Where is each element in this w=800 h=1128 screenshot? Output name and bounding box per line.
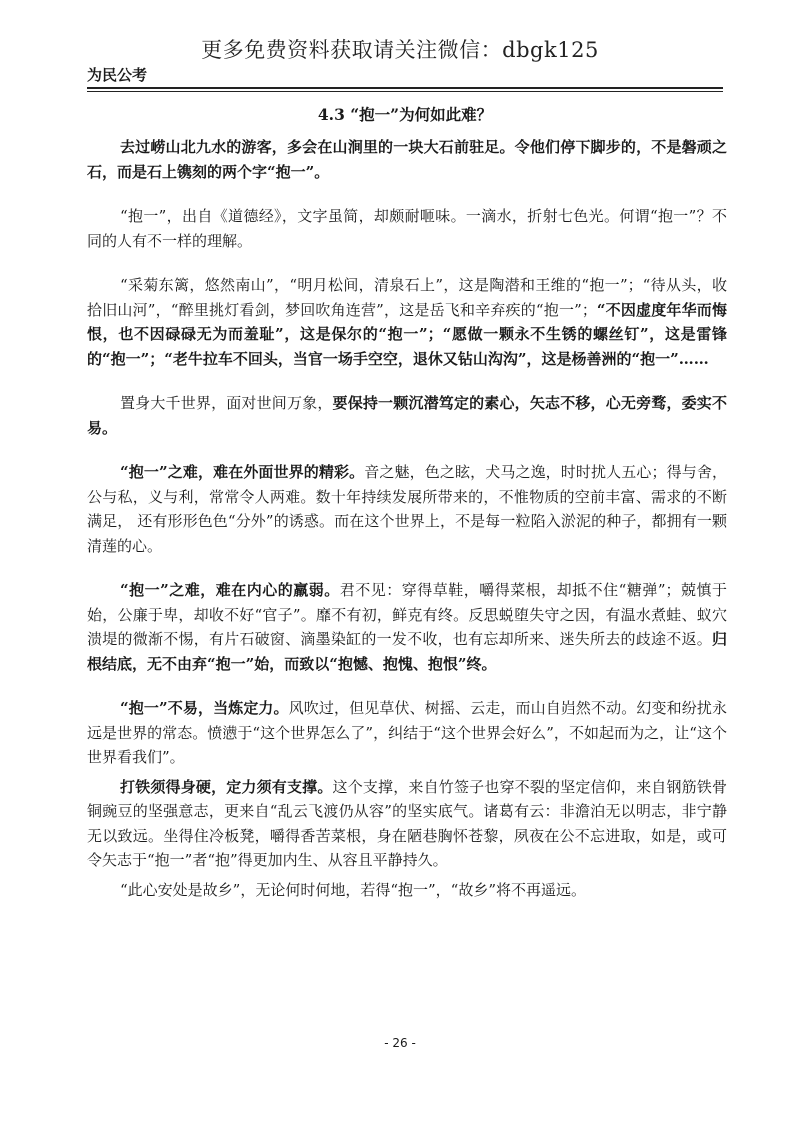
paragraph-support (87, 775, 727, 873)
world-emphasis: 要保持一颗沉潜笃定的素心，矢志不移，心无旁骛，委实不易。 (87, 394, 727, 437)
paragraph-world (87, 391, 727, 440)
page-number: - 26 - (384, 1036, 416, 1050)
paragraph-inner-difficulty (87, 578, 727, 676)
paragraph-intro: 去过崂山北九水的游客，多会在山涧里的一块大石前驻足。令他们停下脚步的，不是磐顽之石，而是石上镌刻的两个字“抱一”。 (87, 138, 727, 181)
world-intro: 置身大千世界，面对世间万象， (120, 394, 333, 412)
article-body (87, 135, 727, 907)
paragraph-examples (87, 273, 727, 371)
header-divider (87, 87, 723, 89)
watermark-text: 更多免费资料获取请关注微信：dbgk125 (201, 38, 599, 62)
examples-heroes: “不因虚度年华而悔恨，也不因碌碌无为而羞耻”，这是保尔的“抱一”；“愿做一颗永不生锈的螺丝钉”，这是雷锋的“抱一”；“老牛拉车不回头，当官一场手空空，退休又钻山沟沟”，这是杨善洲的“抱一”…… (87, 300, 727, 368)
paragraph-outer-difficulty (87, 460, 727, 558)
willpower-text: 风吹过，但见草伏、树摇、云走，而山自岿然不动。幻变和纷扰永远是世界的常态。愤懑于“这个世界怎么了”，纠结于“这个世界会好么”，不如起而为之，让“这个世界看我们”。 (87, 699, 727, 766)
outer-lead: “抱一”之难，难在外面世界的精彩。 (120, 463, 365, 481)
paragraph-willpower (87, 696, 727, 770)
paragraph-meaning: “抱一”，出自《道德经》，文字虽简，却颇耐咂味。一滴水，折射七色光。何谓“抱一”？不同的人有不一样的理解。 (87, 207, 727, 250)
willpower-lead: “抱一”不易，当炼定力。 (120, 699, 289, 717)
paragraph-closing: “此心安处是故乡”，无论何时何地，若得“抱一”，“故乡”将不再遥远。 (120, 880, 587, 899)
support-lead: 打铁须得身硬，定力须有支撑。 (120, 777, 333, 796)
header-brand: 为民公考 (87, 66, 148, 84)
inner-text: 君不见：穿得草鞋，嚼得菜根，却抵不住“糖弹”；兢慎于始，公廉于卑，却收不好“官子”。靡不有初，鲜克有终。反思蜕堕失守之因，有温水煮蛙、蚁穴溃堤的微渐不惕，有片石破窗、滴墨染缸的一发不收，也有忘却所来、迷失所去的歧途不返。 (87, 581, 727, 648)
section-title: 4.3 “抱一”为何如此难？ (317, 105, 493, 124)
inner-conclusion: 归根结底，无不由弃“抱一”始，而致以“抱憾、抱愧、抱恨”终。 (87, 630, 727, 673)
support-text: 这个支撑，来自竹签子也穿不裂的坚定信仰，来自钢筋铁骨铜豌豆的坚强意志，更来自“乱云飞渡仍从容”的坚实底气。诸葛有云：非澹泊无以明志，非宁静无以致远。坐得住冷板凳，嚼得香苦菜根，身在陋巷胸怀苍黎，夙夜在公不忘进取，如是，或可令矢志于“抱一”者“抱”得更加内生、从容且平静持久。 (87, 777, 727, 869)
examples-poets: “采菊东篱，悠然南山”，“明月松间，清泉石上”，这是陶潜和王维的“抱一”；“待从头，收拾旧山河”，“醉里挑灯看剑，梦回吹角连营”，这是岳飞和辛弃疾的“抱一”； (87, 276, 727, 319)
header-divider-thin (87, 91, 723, 92)
inner-lead: “抱一”之难，难在内心的羸弱。 (120, 581, 340, 599)
outer-text: 音之魅，色之眩，犬马之逸，时时扰人五心；得与舍，公与私，义与利，常常令人两难。数十年持续发展所带来的，不惟物质的空前丰富、需求的不断满足， 还有形形色色“分外”的诱惑。而在这个世界上，不是每一粒陷入淤泥的种子，都拥有一颗清莲的心。 (87, 463, 727, 555)
